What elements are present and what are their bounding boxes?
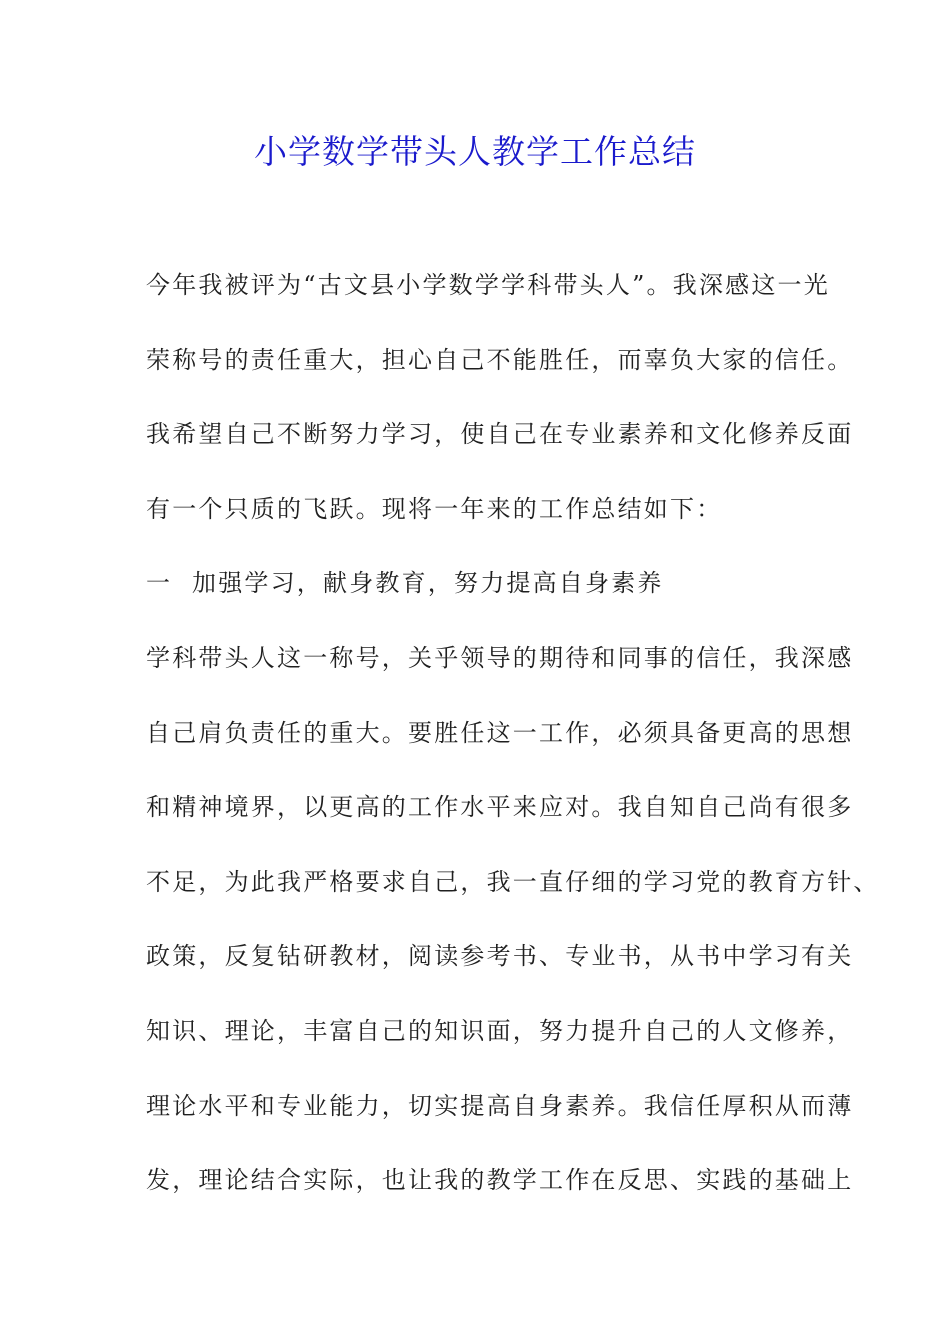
document-body <box>146 265 880 1235</box>
section-heading-number: 一 <box>146 569 173 598</box>
paragraph-line: 学科带头人这一称号，关乎领导的期待和同事的信任，我深感 <box>146 643 854 672</box>
paragraph-line: 发，理论结合实际，也让我的教学工作在反思、实践的基础上 <box>146 1166 854 1195</box>
paragraph-line: 不足，为此我严格要求自己，我一直仔细的学习党的教育方针、 <box>146 867 880 896</box>
paragraph-line: 荣称号的责任重大，担心自己不能胜任，而辜负大家的信任。 <box>146 345 854 374</box>
paragraph-line: 我希望自己不断努力学习，使自己在专业素养和文化修养反面 <box>146 420 854 449</box>
paragraph-line: 知识、理论，丰富自己的知识面，努力提升自己的人文修养， <box>146 1016 854 1045</box>
section-heading <box>146 563 826 638</box>
document-title: 小学数学带头人教学工作总结 <box>254 132 696 171</box>
paragraph-line: 自己肩负责任的重大。要胜任这一工作，必须具备更高的思想 <box>146 718 854 747</box>
paragraph-line: 有一个只质的飞跃。现将一年来的工作总结如下： <box>146 494 723 523</box>
section-heading-text: 加强学习，献身教育，努力提高自身素养 <box>192 569 664 598</box>
paragraph-line: 和精神境界，以更高的工作水平来应对。我自知自己尚有很多 <box>146 793 854 822</box>
paragraph-line: 政策，反复钻研教材，阅读参考书、专业书，从书中学习有关 <box>146 942 854 971</box>
paragraph-line: 今年我被评为“古文县小学数学学科带头人”。我深感这一光 <box>146 271 830 299</box>
paragraph-line: 理论水平和专业能力，切实提高自身素养。我信任厚积从而薄 <box>146 1091 854 1120</box>
